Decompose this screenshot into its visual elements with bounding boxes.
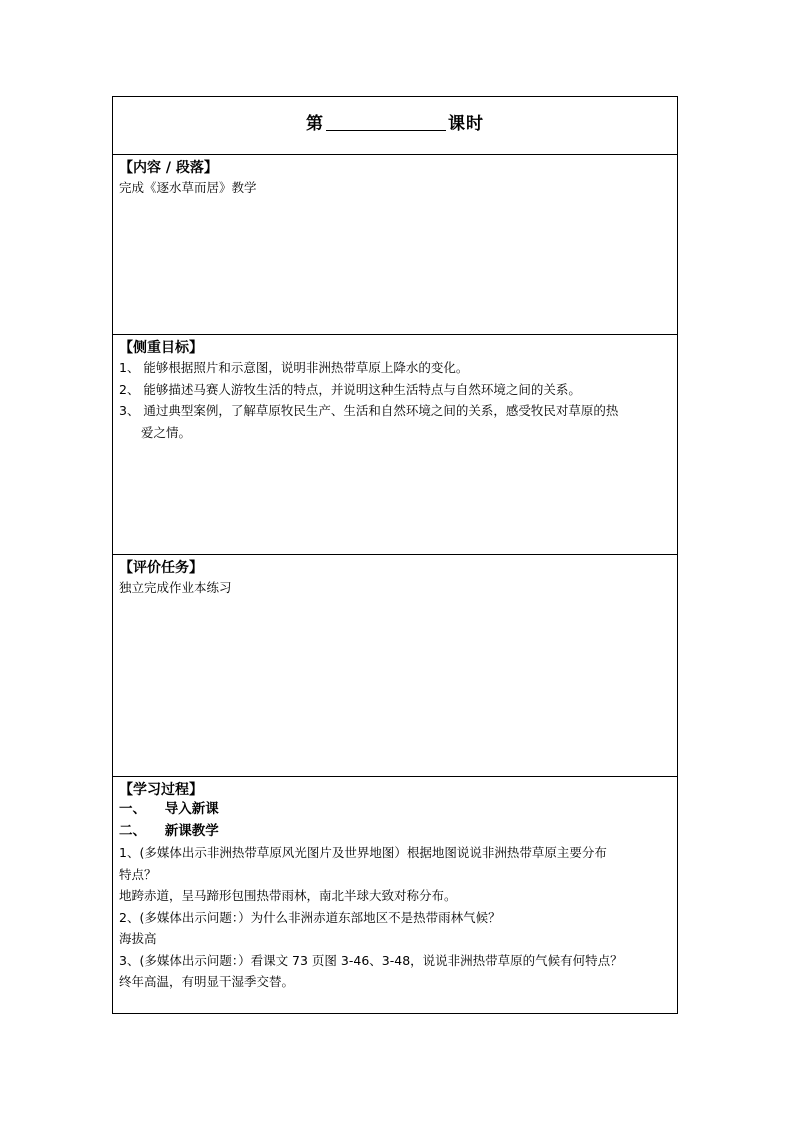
process-line-2: 特点？: [119, 866, 157, 882]
process-line-7: 终年高温，有明显干湿季交替。: [119, 974, 295, 989]
content-text: 完成《逐水草而居》教学: [119, 180, 257, 195]
goal-item-3: 3、 通过典型案例，了解草原牧民生产、生活和自然环境之间的关系，感受牧民对草原的热: [119, 403, 619, 418]
process-line-3: 地跨赤道，呈马蹄形包围热带雨林，南北半球大致对称分布。: [119, 888, 457, 903]
process-line-4: 2、(多媒体出示问题：）为什么非洲赤道东部地区不是热带雨林气候？: [119, 909, 501, 925]
evaluation-text: 独立完成作业本练习: [119, 580, 232, 595]
goals-heading: 【侧重目标】: [119, 340, 203, 356]
content-section: [113, 155, 677, 335]
process-line-5: 海拔高: [119, 931, 157, 946]
process-section: [113, 777, 677, 1013]
process-step-1: 一、 导入新课: [119, 801, 219, 817]
process-step-2: 二、 新课教学: [119, 822, 219, 839]
title-row: [113, 97, 677, 155]
evaluation-section: [113, 555, 677, 777]
lesson-plan-table: [112, 96, 678, 1014]
title-prefix: 第: [306, 114, 324, 134]
evaluation-heading: 【评价任务】: [119, 560, 203, 576]
goal-item-1: 1、 能够根据照片和示意图，说明非洲热带草原上降水的变化。: [119, 360, 469, 375]
process-line-1: 1、(多媒体出示非洲热带草原风光图片及世界地图）根据地图说说非洲热带草原主要分布: [119, 845, 607, 860]
page-title: [113, 109, 677, 134]
lesson-number-blank[interactable]: [326, 114, 446, 131]
process-heading: 【学习过程】: [119, 782, 203, 798]
goal-item-2: 2、 能够描述马赛人游牧生活的特点，并说明这种生活特点与自然环境之间的关系。: [119, 381, 581, 397]
content-heading: 【内容 / 段落】: [119, 160, 218, 176]
goals-section: [113, 335, 677, 555]
goal-item-3-continued: 爱之情。: [141, 424, 192, 440]
title-suffix: 课时: [448, 114, 484, 134]
process-line-6: 3、(多媒体出示问题：）看课文 73 页图 3-46、3-48，说说非洲热带草原的气候有何特点？: [119, 952, 623, 968]
